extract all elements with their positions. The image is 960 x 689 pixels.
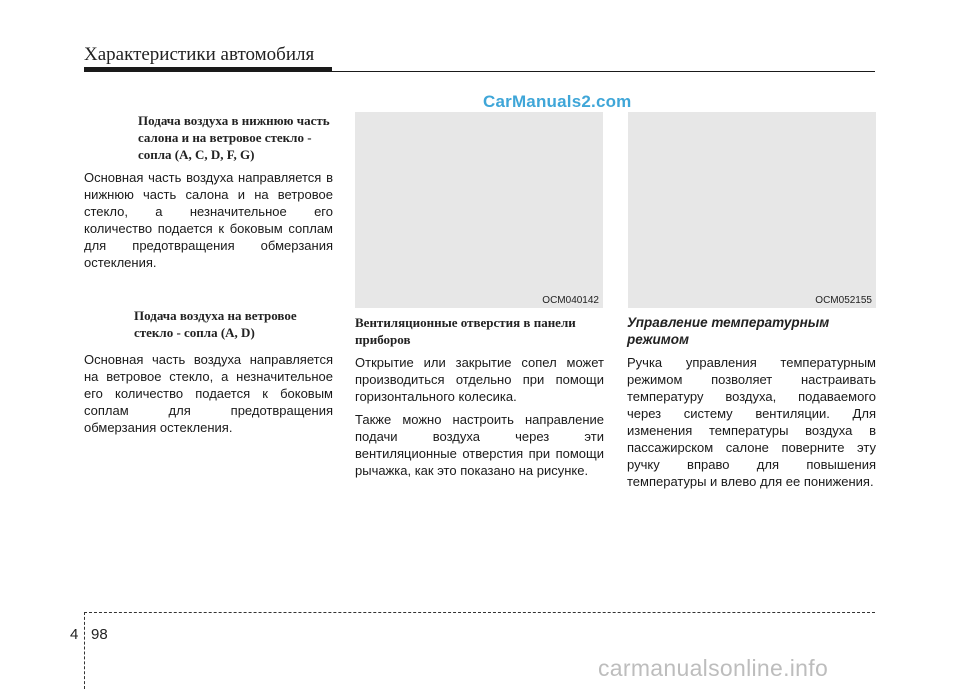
section-body-paragraph: Открытие или закрытие сопел может производиться отдельно при помощи горизонтального колесика. bbox=[355, 355, 604, 404]
section-heading-windshield: Подача воздуха на ветровое стекло - сопла (A, D) bbox=[134, 308, 297, 340]
figure-temperature-control bbox=[628, 112, 876, 308]
section-body-paragraph: Также можно настроить направление подачи воздуха через эти вентиляционные отверстия при помощи рычажка, как это показано на рисунке. bbox=[355, 412, 604, 478]
page-section-number: 4 bbox=[70, 626, 79, 643]
right-column bbox=[627, 314, 876, 490]
section-body-lower-windshield: Основная часть воздуха направляется в нижнюю часть салона и на ветровое стекло, а незначительное его количество подается к боковым соплам для предотвращения обмерзания остекления. bbox=[84, 170, 333, 270]
section-heading-lower-windshield: Подача воздуха в нижнюю часть салона и на ветровое стекло - сопла (A, C, D, F, G) bbox=[138, 113, 330, 162]
figure-dashboard-vents bbox=[355, 112, 603, 308]
page-number: 98 bbox=[91, 626, 108, 643]
figure-code: OCM040142 bbox=[542, 295, 599, 306]
section-heading-dashboard-vents: Вентиляционные отверстия в панели приборов bbox=[355, 315, 576, 347]
middle-column bbox=[355, 314, 604, 479]
figure-code: OCM052155 bbox=[815, 295, 872, 306]
page-header-title: Характеристики автомобиля bbox=[84, 44, 315, 65]
footer-divider-horizontal bbox=[84, 612, 875, 613]
watermark-bottom: carmanualsonline.info bbox=[598, 655, 829, 681]
header-rule-thin bbox=[84, 71, 875, 72]
footer-divider-vertical bbox=[84, 612, 85, 689]
section-heading-temperature: Управление температурным режимом bbox=[627, 315, 830, 347]
section-body-windshield: Основная часть воздуха направляется на ветровое стекло, а незначительное его количество подается к боковым соплам для предотвращения обмерзания остекления. bbox=[84, 352, 333, 435]
left-column bbox=[84, 112, 333, 436]
section-body-temperature: Ручка управления температурным режимом позволяет настраивать температуру воздуха, подаваемого через систему вентиляции. Для изменения температуры воздуха в пассажирском салоне поверните эту ручку вправо для повышения температуры и влево для ее понижения. bbox=[627, 355, 876, 489]
watermark-top: CarManuals2.com bbox=[483, 92, 632, 111]
